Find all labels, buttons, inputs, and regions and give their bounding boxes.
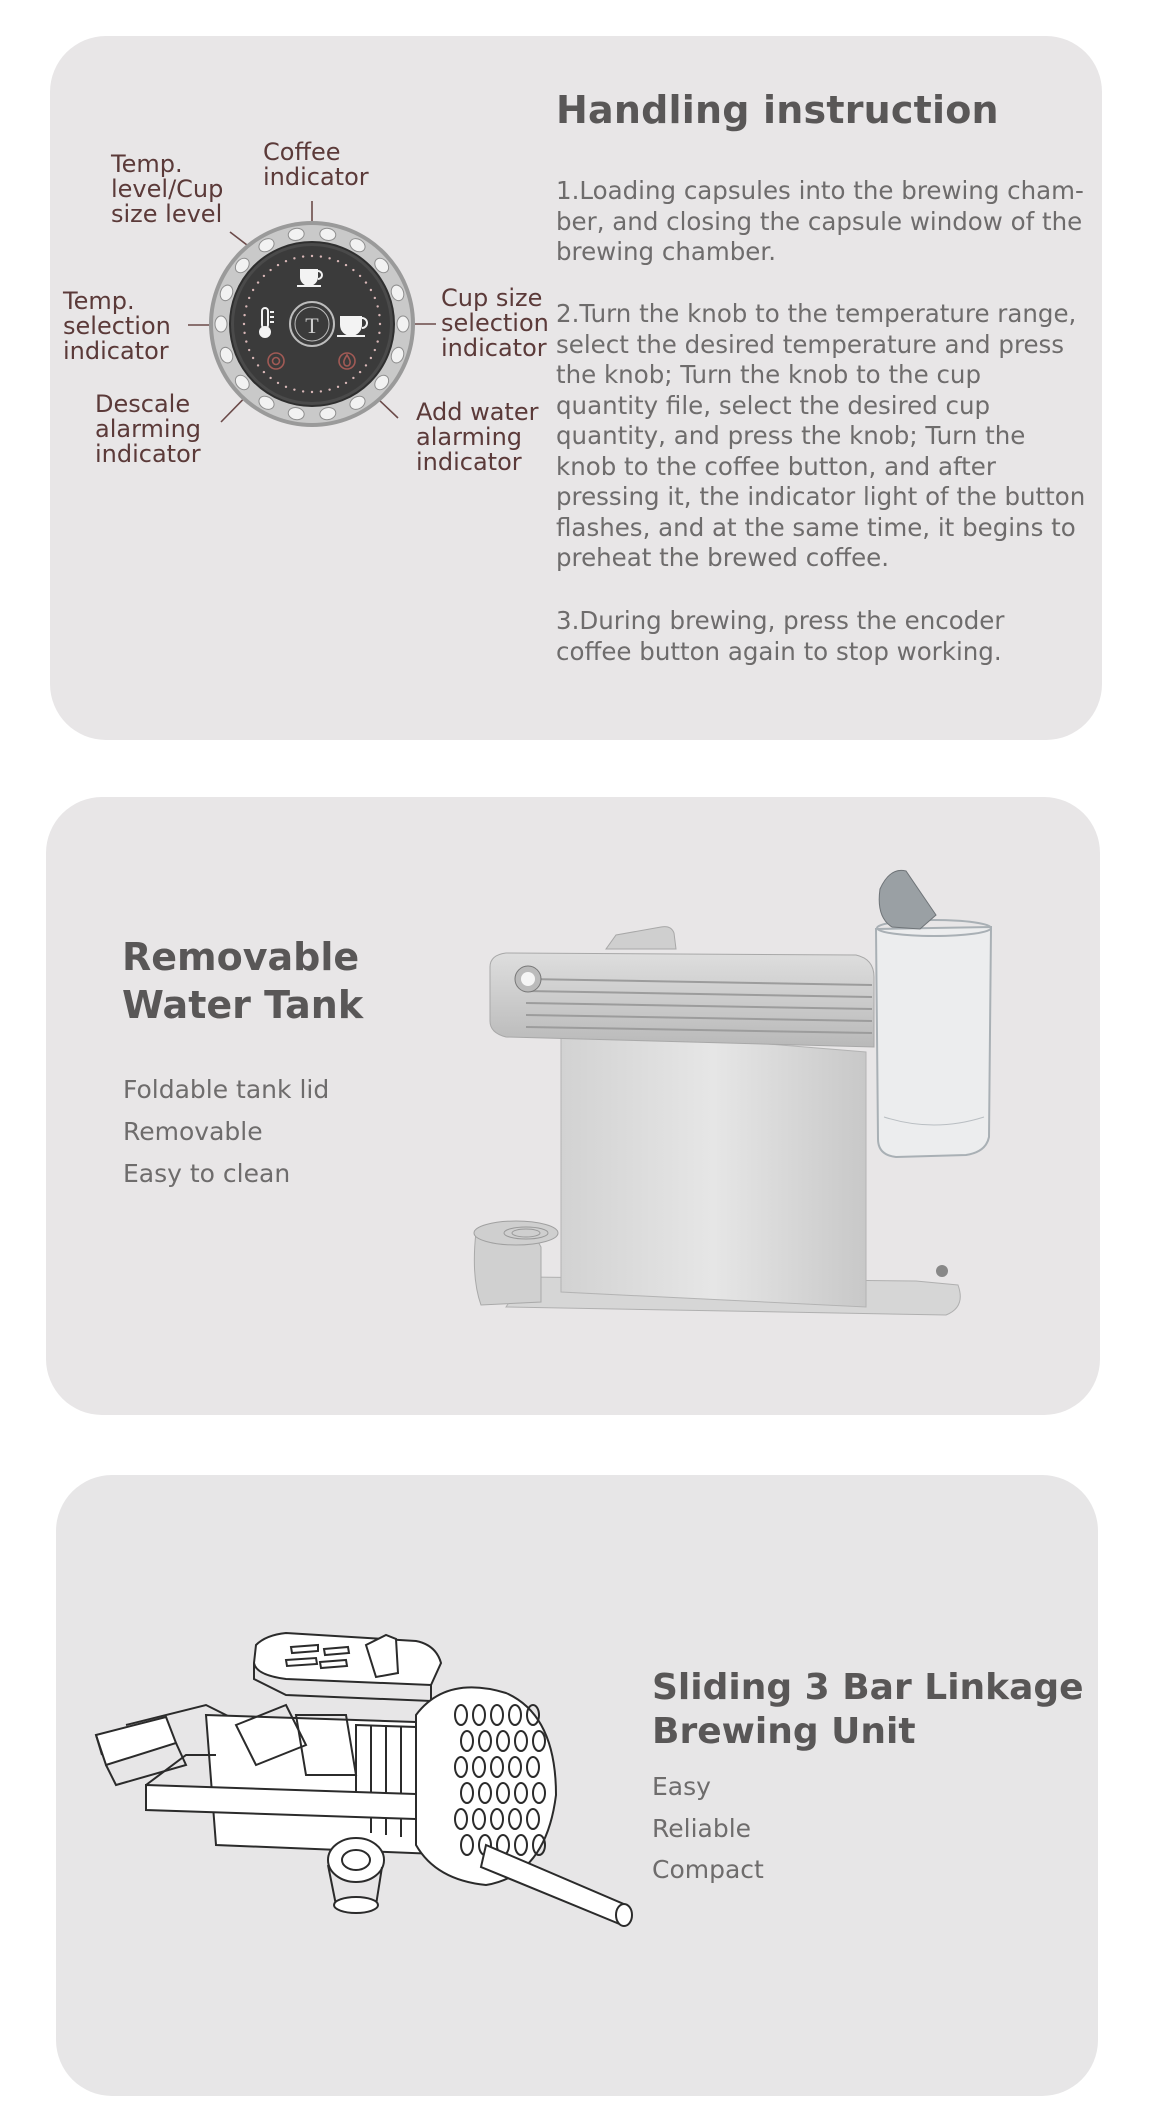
- level-dot: [376, 305, 378, 307]
- level-dot: [293, 257, 295, 259]
- knob-grip-notch: [215, 316, 227, 332]
- section-title: Removable Water Tank: [122, 935, 364, 1027]
- level-dot: [248, 297, 250, 299]
- feature-item: Easy: [652, 1772, 711, 1801]
- level-dot: [365, 364, 367, 366]
- level-dot: [352, 377, 354, 379]
- level-dot: [376, 340, 378, 342]
- level-dot: [378, 314, 380, 316]
- level-dot: [277, 382, 279, 384]
- level-dot: [359, 275, 361, 277]
- level-dot: [345, 382, 347, 384]
- level-dot: [248, 349, 250, 351]
- level-dot: [302, 255, 304, 257]
- instruction-step: 3.During brewing, press the encoder coffee button again to stop working.: [556, 606, 1005, 666]
- level-dot: [311, 255, 313, 257]
- level-dot: [257, 364, 259, 366]
- level-dot: [243, 323, 245, 325]
- level-dot: [374, 297, 376, 299]
- level-dot: [277, 264, 279, 266]
- level-dot: [359, 371, 361, 373]
- level-dot: [370, 357, 372, 359]
- section-title: Sliding 3 Bar Linkage Brewing Unit: [652, 1667, 1084, 1752]
- add-water-alarm-label: Add water alarming indicator: [416, 398, 539, 476]
- level-dot: [365, 281, 367, 283]
- temp-selection-label: Temp. selection indicator: [63, 287, 171, 365]
- level-dot: [263, 275, 265, 277]
- level-dot: [328, 388, 330, 390]
- instruction-step: 2.Turn the knob to the temperature range, select the desired temperature and press the knob; Turn the knob to the cup quantity file, select the desired cup quantity, and press the knob; Turn the knob to the coffee button, and after pressing it, the indicator light of the button flashes, and at the same time, it begins to preheat the brewed coffee.: [556, 299, 1086, 572]
- level-dot: [311, 391, 313, 393]
- cup-size-selection-label: Cup size selection indicator: [441, 284, 549, 362]
- level-dot: [352, 269, 354, 271]
- level-dot: [370, 289, 372, 291]
- brewing-unit-card: [56, 1475, 1098, 2096]
- level-dot: [328, 257, 330, 259]
- feature-item: Removable: [123, 1117, 263, 1146]
- level-dot: [302, 390, 304, 392]
- feature-item: Easy to clean: [123, 1159, 291, 1188]
- level-dot: [245, 340, 247, 342]
- knob-icon: [209, 221, 415, 427]
- instruction-step: 1.Loading capsules into the brewing cham-ber, and closing the capsule window of the brewing chamber.: [556, 176, 1084, 266]
- descale-alarm-label: Descale alarming indicator: [95, 390, 202, 468]
- level-dot: [245, 305, 247, 307]
- level-dot: [269, 377, 271, 379]
- level-dot: [320, 390, 322, 392]
- knob-grip-notch: [397, 316, 409, 332]
- coffee-indicator-label: Coffee indicator: [263, 138, 369, 191]
- level-dot: [285, 260, 287, 262]
- level-dot: [285, 386, 287, 388]
- level-dot: [293, 388, 295, 390]
- level-dot: [269, 269, 271, 271]
- level-dot: [374, 349, 376, 351]
- level-dot: [257, 281, 259, 283]
- feature-item: Foldable tank lid: [123, 1075, 330, 1104]
- level-dot: [243, 332, 245, 334]
- temp-cup-level-label: Temp. level/Cup size level: [111, 150, 224, 228]
- level-dot: [320, 255, 322, 257]
- level-dot: [379, 323, 381, 325]
- level-dot: [263, 371, 265, 373]
- brewing-unit-drawing: [86, 1605, 686, 1965]
- level-dot: [378, 332, 380, 334]
- level-dot: [337, 260, 339, 262]
- level-dot: [243, 314, 245, 316]
- feature-item: Reliable: [652, 1814, 752, 1843]
- svg-text:T: T: [305, 313, 319, 338]
- level-dot: [337, 386, 339, 388]
- section-title: Handling instruction: [556, 88, 999, 132]
- level-dot: [252, 357, 254, 359]
- level-dot: [345, 264, 347, 266]
- handling-instruction-card: [50, 36, 1102, 740]
- feature-item: Compact: [652, 1855, 764, 1884]
- water-tank-card: [46, 797, 1100, 1415]
- coffee-machine-image: [446, 837, 1066, 1357]
- level-dot: [252, 289, 254, 291]
